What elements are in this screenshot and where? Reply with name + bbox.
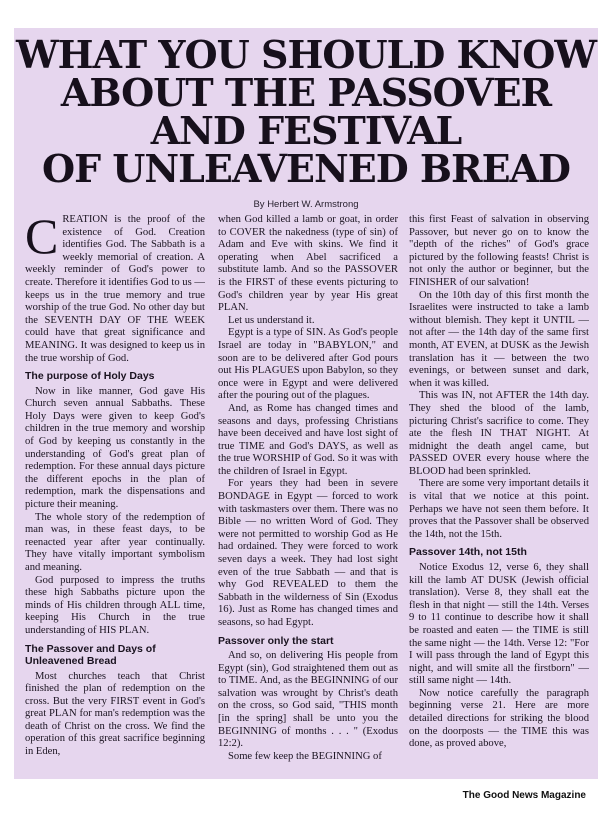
paragraph: For years they had been in severe BONDAGE in Egypt — forced to work with taskmasters over them. There was no Bible — no written Word of God. They were not permitted to worship God as He had ordained. They were forced to work seven days a week. They had lost sight even of the true Sabbath — and that is why God REVEALED to them the Sabbath in the wilderness of Sin (Exodus 16). Just as Rome has changed times and seasons, so had Egypt. — [218, 478, 398, 628]
paragraph: Some few keep the BEGINNING of — [228, 750, 382, 762]
title-line-3: AND FESTIVAL — [150, 108, 462, 153]
paragraph: this first Feast of salvation in observing Passover, but never go on to know the "depth of the riches" of God's grace pictured by the following feasts! Christ is not only the author or beginner, but the FINISHER of our salvation! — [409, 214, 589, 288]
paragraph: And, as Rome has changed times and seasons and days, professing Christians have been deceived and have lost sight of true TIME and God's DAYS, as well as the true WORSHIP of God. So it was with the children of Israel in Egypt. — [218, 402, 398, 477]
paragraph: Egypt is a type of SIN. As God's people Israel are today in "BABYLON," and soon are to be delivered after God pours out His PLAGUES upon Babylon, so they once were in Egypt and were delivered after the pouring out of the plagues. — [218, 327, 398, 402]
paragraph — [25, 214, 205, 365]
paragraph: And so, on delivering His people from Egypt (sin), God straightened them out as to TIME. And, as the BEGINNING of our salvation was wrought by Christ's death on the cross, so God said, "THIS month [in the spring] shall be unto you the BEGINNING of months . . . " (Exodus 12:2). — [218, 650, 398, 750]
column-1 — [25, 214, 205, 776]
column-2 — [218, 214, 398, 776]
paragraph: This was IN, not AFTER the 14th day. They shed the blood of the lamb, picturing Christ's sacrifice to come. They ate the flesh IN THAT NIGHT. At midnight the death angel came, but PASSED OVER every house where the BLOOD had been sprinkled. — [409, 390, 589, 477]
paragraph: when God killed a lamb or goat, in order to COVER the nakedness (type of sin) of Adam and Eve with skins. We find it operating when Abel sacrificed a substitute lamb. And so the PASSOVER is the FIRST of these events picturing to God's children year by year His great PLAN. — [218, 214, 398, 314]
paragraph: Notice Exodus 12, verse 6, they shall kill the lamb AT DUSK (Jewish official translation). Verse 8, they shall eat the flesh in that night — still the 14th. Verses 9 to 11 continue to describe how it shall be roasted and eaten — the TIME is still the same night — the 14th. Verse 12: "For I will pass through the land of Egypt this night, and will smite all the firstborn" — still same night — 14th. — [409, 561, 589, 687]
section-heading: The purpose of Holy Days — [25, 370, 155, 383]
paragraph: Most churches teach that Christ finished the plan of redemption on the cross. But the very FIRST event in God's great PLAN for man's redemption was the death of Christ on the cross. We find the operation of this great sacrifice beginning in Eden, — [25, 670, 205, 758]
publication-footer: The Good News Magazine — [462, 790, 586, 801]
section-heading: Passover 14th, not 15th — [409, 546, 527, 559]
paragraph-text: REATION is the proof of the existence of God. Creation identifies God. The Sabbath is a weekly memorial of creation. A weekly reminder of God's power to create. Therefore it identifies God to us — keeps us in the true memory and true worship of the true God. No other day but the SEVENTH DAY OF THE WEEK could have that great significance and MEANING. It was designed to keep us in the true worship of God. — [25, 214, 205, 364]
title-line-1: WHAT YOU SHOULD KNOW — [15, 32, 597, 77]
paragraph: There are some very important details it is vital that we notice at this point. Perhaps we have not seen them before. It proves that the Passover shall be observed the 14th, not the 15th. — [409, 478, 589, 540]
paragraph: Let us understand it. — [228, 314, 315, 326]
column-3 — [409, 214, 589, 776]
section-heading: Passover only the start — [218, 634, 334, 647]
section-heading: The Passover and Days of Unleavened Bread — [25, 642, 156, 667]
paragraph: God purposed to impress the truths these high Sabbaths picture upon the minds of His children through ALL time, keeping His Church in the true understanding of HIS PLAN. — [25, 574, 205, 636]
drop-cap: C — [25, 214, 59, 264]
article-title — [14, 32, 598, 191]
byline: By Herbert W. Armstrong — [253, 199, 359, 210]
title-line-2: ABOUT THE PASSOVER — [60, 70, 552, 115]
paragraph: The whole story of the redemption of man was, in these feast days, to be reenacted year after year continually. They have vitally important symbolism and meaning. — [25, 511, 205, 573]
title-line-4: OF UNLEAVENED BREAD — [41, 146, 570, 191]
paragraph: On the 10th day of this first month the Israelites were instructed to take a lamb without blemish. They kept it UNTIL — not after — the 14th day of the same first month, AT EVEN, at DUSK as the Jewish translation has it — between the two evenings, or between sunset and dark, when it was killed. — [409, 289, 589, 389]
article-page — [14, 28, 598, 779]
paragraph: Now in like manner, God gave His Church seven annual Sabbaths. These Holy Days were given to keep God's children in the true memory and worship of God by keeping us constantly in the understanding of God's great plan of redemption. For these annual days picture the different epochs in the plan of redemption, mark the dispensations and picture their meaning. — [25, 385, 205, 510]
paragraph: Now notice carefully the paragraph beginning verse 21. Here are more detailed directions for striking the blood on the doorposts — the TIME this was done, as proved above, — [409, 687, 589, 750]
